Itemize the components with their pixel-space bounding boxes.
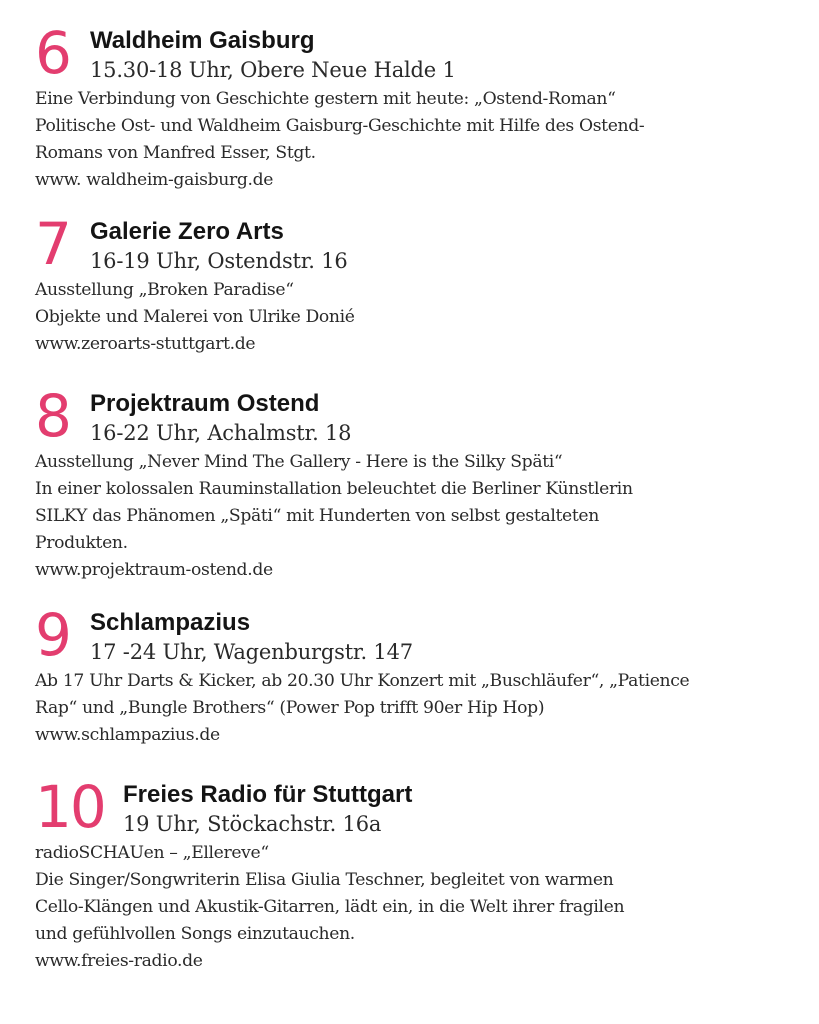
entry-title: Waldheim Gaisburg [90, 27, 315, 54]
entry-number: 6 [35, 19, 70, 87]
entry-8 [35, 382, 799, 584]
entry-line: Ausstellung „Broken Paradise“ [35, 280, 294, 300]
entry-body [35, 668, 799, 749]
entry-line: Romans von Manfred Esser, Stgt. [35, 143, 316, 163]
entry-url[interactable]: www.zeroarts-stuttgart.de [35, 334, 256, 354]
entry-line: SILKY das Phänomen „Späti“ mit Hunderten von selbst gestalteten [35, 506, 599, 526]
entry-url[interactable]: www.projektraum-ostend.de [35, 560, 273, 580]
entry-line: Objekte und Malerei von Ulrike Donié [35, 307, 355, 327]
entry-title: Freies Radio für Stuttgart [123, 781, 413, 808]
entry-title: Schlampazius [90, 609, 251, 636]
entry-line: In einer kolossalen Rauminstallation beleuchtet die Berliner Künstlerin [35, 479, 633, 499]
entry-header [90, 218, 799, 277]
entry-time-place: 16-19 Uhr, Ostendstr. 16 [90, 249, 348, 273]
entry-body [35, 86, 799, 194]
entry-10 [35, 773, 799, 975]
entry-time-place: 15.30-18 Uhr, Obere Neue Halde 1 [90, 58, 456, 82]
entry-line: Ab 17 Uhr Darts & Kicker, ab 20.30 Uhr Konzert mit „Buschläufer“, „Patience [35, 671, 690, 691]
entry-time-place: 17 -24 Uhr, Wagenburgstr. 147 [90, 640, 413, 664]
entry-time-place: 16-22 Uhr, Achalmstr. 18 [90, 421, 352, 445]
entry-body [35, 840, 799, 975]
entry-number: 7 [35, 210, 70, 278]
entry-7 [35, 210, 799, 358]
entry-line: Produkten. [35, 533, 128, 553]
entry-line: Politische Ost- und Waldheim Gaisburg-Geschichte mit Hilfe des Ostend- [35, 116, 645, 136]
entry-header [90, 390, 799, 449]
entry-body [35, 277, 799, 358]
entry-header [123, 781, 799, 840]
entry-line: Ausstellung „Never Mind The Gallery - Here is the Silky Späti“ [35, 452, 563, 472]
entry-title: Projektraum Ostend [90, 390, 320, 417]
entry-body [35, 449, 799, 584]
entry-time-place: 19 Uhr, Stöckachstr. 16a [123, 812, 382, 836]
entry-line: radioSCHAUen – „Ellereve“ [35, 843, 269, 863]
entry-6 [35, 19, 799, 194]
entry-title: Galerie Zero Arts [90, 218, 284, 245]
entry-header [90, 609, 799, 668]
entry-url[interactable]: www.schlampazius.de [35, 725, 220, 745]
entry-9 [35, 601, 799, 749]
entry-header [90, 27, 799, 86]
entry-url[interactable]: www. waldheim-gaisburg.de [35, 170, 274, 190]
entry-number: 9 [35, 601, 70, 669]
entry-number: 8 [35, 382, 70, 450]
entry-line: Eine Verbindung von Geschichte gestern mit heute: „Ostend-Roman“ [35, 89, 616, 109]
entry-line: Rap“ und „Bungle Brothers“ (Power Pop trifft 90er Hip Hop) [35, 698, 545, 718]
entry-line: Die Singer/Songwriterin Elisa Giulia Teschner, begleitet von warmen [35, 870, 614, 890]
entry-line: Cello-Klängen und Akustik-Gitarren, lädt ein, in die Welt ihrer fragilen [35, 897, 625, 917]
entry-url[interactable]: www.freies-radio.de [35, 951, 203, 971]
entry-number: 10 [35, 773, 105, 841]
entry-line: und gefühlvollen Songs einzutauchen. [35, 924, 355, 944]
